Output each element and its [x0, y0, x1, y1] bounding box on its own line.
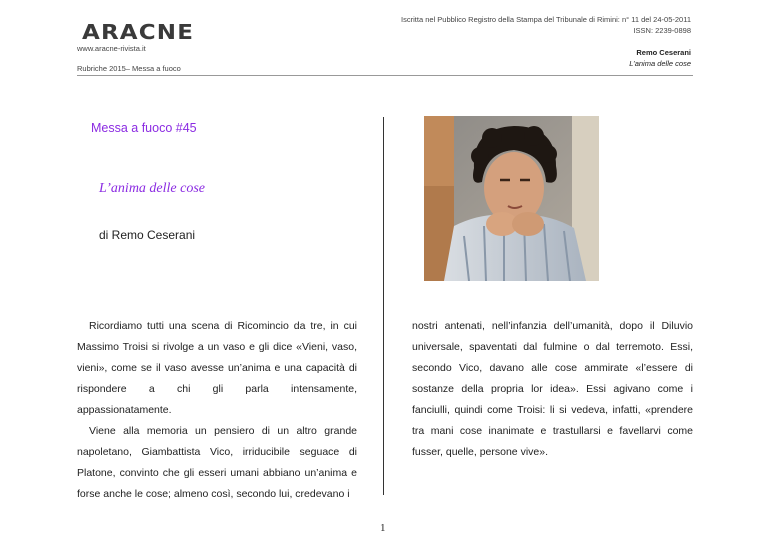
running-head-author: Remo Ceserani: [636, 48, 691, 57]
running-head: [629, 47, 691, 69]
rubric-label: Rubriche 2015– Messa a fuoco: [77, 64, 181, 73]
left-column: [77, 316, 357, 505]
header-divider: [77, 75, 693, 76]
paragraph-1: Ricordiamo tutti una scena di Ricomincio da tre, in cui Massimo Troisi si rivolge a un vaso e gli dice «Vieni, vaso, vieni», come se il vaso avesse un’anima e una capacità di rispondere a chi gli parla intensamente, appassionatamente.: [77, 320, 357, 416]
website-url[interactable]: www.aracne-rivista.it: [77, 44, 146, 53]
right-column: [412, 316, 693, 463]
series-label: Messa a fuoco #45: [91, 121, 197, 135]
registry-info: [401, 14, 691, 36]
aracne-logo: ARACNE: [82, 20, 195, 44]
portrait-image: [424, 116, 599, 281]
byline: di Remo Ceserani: [99, 228, 196, 242]
page-number: 1: [380, 522, 386, 534]
article-title: L’anima delle cose: [99, 181, 206, 196]
registry-text: Iscritta nel Pubblico Registro della Stampa del Tribunale di Rimini: n° 11 del 24-05-2011: [401, 15, 691, 24]
running-head-title: L’anima delle cose: [629, 59, 691, 68]
column-divider: [383, 117, 384, 495]
issn-text: ISSN: 2239-0898: [633, 26, 691, 35]
paragraph-2: Viene alla memoria un pensiero di un altro grande napoletano, Giambattista Vico, irriducibile seguace di Platone, convinto che gli esseri umani abbiano un’anima e forse anche le cose; almeno così, secondo lui, credevano i: [77, 425, 357, 500]
author-photo: [424, 116, 599, 281]
paragraph-3: nostri antenati, nell’infanzia dell’umanità, dopo il Diluvio universale, spaventati dal fulmine o dal terremoto. Essi, secondo Vico, davano alle cose ammirate «l’essere di sostanze della propria lor idea». Essi agivano come i fanciulli, quindi come Troisi: li si vedeva, infatti, «prendere tra mani cose inanimate e trastullarsi e favellarvi come fusser, quelle, persone vive».: [412, 320, 693, 458]
